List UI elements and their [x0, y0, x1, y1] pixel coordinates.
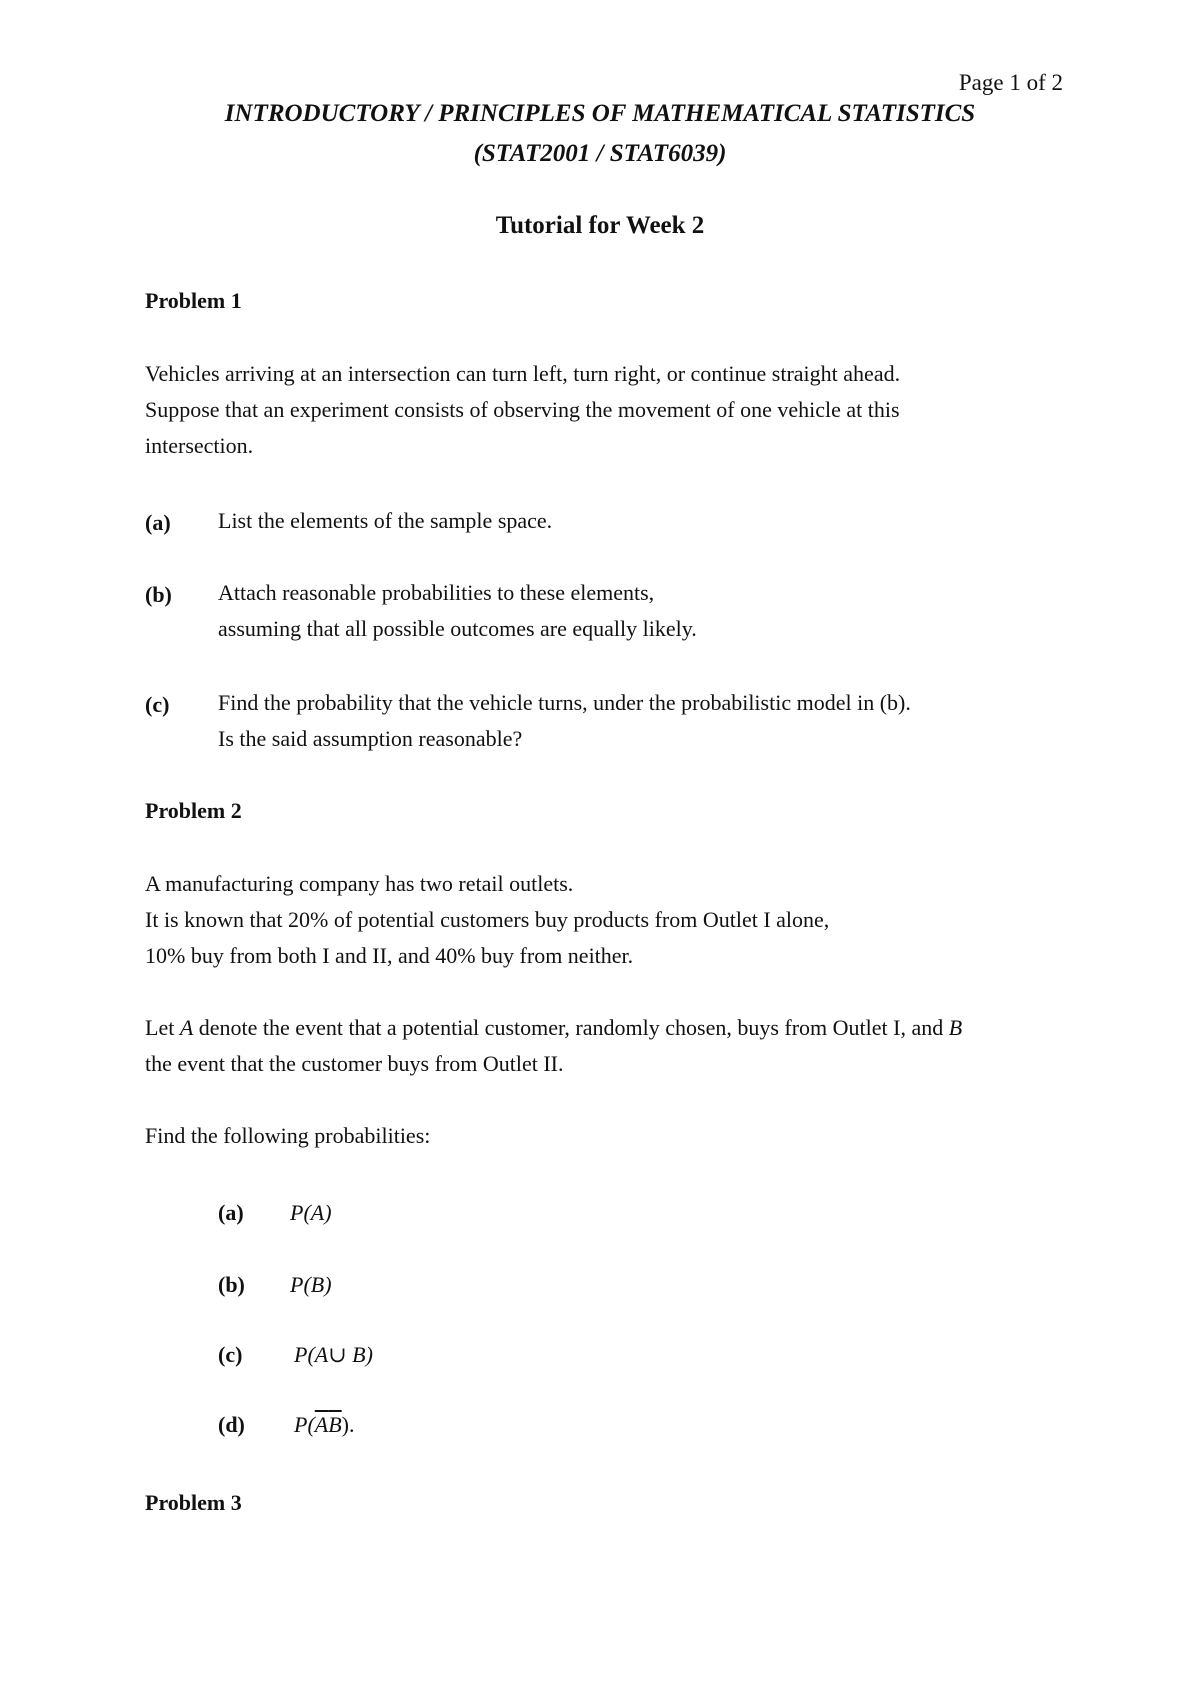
- problem-1-part-c-text: Is the said assumption reasonable?: [218, 726, 523, 751]
- problem-2-part-c-label: (c): [218, 1342, 243, 1367]
- problem-2-part-d-label: (d): [218, 1412, 245, 1437]
- expr-text: P(: [294, 1412, 315, 1437]
- problem-2-event-definition-line2: the event that the customer buys from Outlet II.: [145, 1051, 564, 1076]
- problem-1-part-c-label: (c): [145, 692, 170, 717]
- probability-expression: P(A∪ B): [294, 1342, 373, 1367]
- problem-2-intro-line: It is known that 20% of potential customers buy products from Outlet I alone,: [145, 907, 830, 932]
- problem-2-find-prompt: Find the following probabilities:: [145, 1123, 431, 1148]
- probability-expression: [294, 1412, 355, 1438]
- complement-b: $\overline{B}$: [328, 1412, 342, 1437]
- problem-2-part-b-label: (b): [218, 1272, 245, 1297]
- problem-1-part-a-text: List the elements of the sample space.: [218, 508, 553, 533]
- problem-2-part-a-label: (a): [218, 1200, 244, 1225]
- probability-expression: P(A): [290, 1200, 332, 1225]
- problem-1-intro-line: intersection.: [145, 433, 254, 458]
- problem-1-part-b-text: assuming that all possible outcomes are equally likely.: [218, 616, 697, 641]
- page-number: Page 1 of 2: [958, 70, 1063, 95]
- tutorial-heading: Tutorial for Week 2: [495, 212, 705, 239]
- event-text: denote the event that a potential customer, randomly chosen, buys from Outlet I, and: [193, 1015, 949, 1040]
- course-codes: (STAT2001 / STAT6039): [473, 140, 727, 167]
- problem-2-intro-line: 10% buy from both I and II, and 40% buy from neither.: [145, 943, 634, 968]
- probability-expression: P(B): [290, 1272, 332, 1297]
- problem-1-heading: Problem 1: [145, 288, 242, 313]
- problem-2-event-definition: [145, 1010, 962, 1046]
- complement-a: $\overline{A}$: [314, 1412, 329, 1437]
- event-text: Let: [145, 1015, 180, 1040]
- problem-1-intro-line: Vehicles arriving at an intersection can turn left, turn right, or continue straight ahead.: [145, 361, 901, 386]
- document-title: INTRODUCTORY / PRINCIPLES OF MATHEMATICAL STATISTICS: [224, 100, 976, 127]
- problem-1-part-b-text: Attach reasonable probabilities to these elements,: [218, 580, 655, 605]
- problem-1-intro-line: Suppose that an experiment consists of observing the movement of one vehicle at this: [145, 397, 900, 422]
- problem-1-part-b-label: (b): [145, 582, 172, 607]
- problem-2-heading: Problem 2: [145, 798, 242, 823]
- expr-text: ).: [341, 1412, 355, 1437]
- event-a-symbol: A: [179, 1015, 194, 1040]
- problem-3-heading: Problem 3: [145, 1490, 242, 1515]
- event-b-symbol: B: [948, 1015, 963, 1040]
- problem-1-part-a-label: (a): [145, 510, 171, 535]
- problem-2-intro-line: A manufacturing company has two retail outlets.: [145, 871, 574, 896]
- problem-1-part-c-text: Find the probability that the vehicle turns, under the probabilistic model in (b).: [218, 690, 911, 715]
